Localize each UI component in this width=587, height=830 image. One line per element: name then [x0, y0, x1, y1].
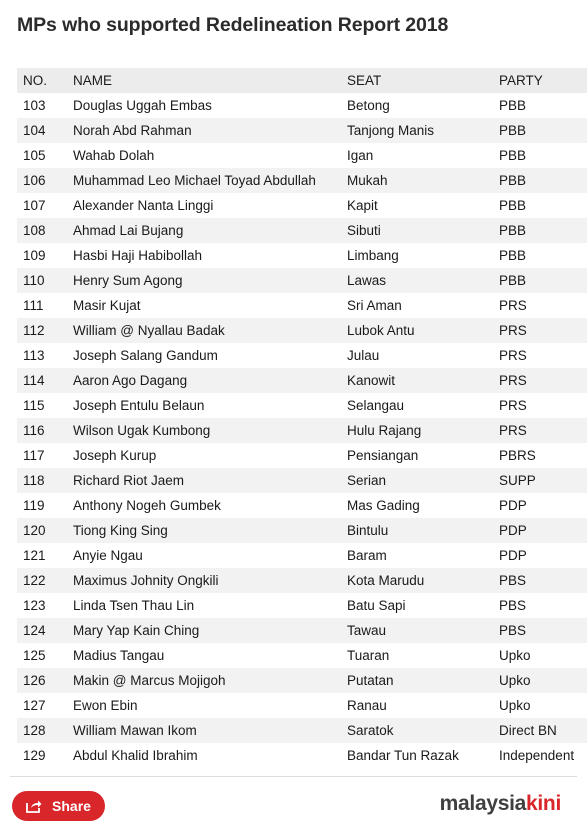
cell-no: 109 — [23, 248, 46, 263]
cell-seat: Limbang — [347, 248, 399, 263]
cell-party: PBS — [493, 568, 587, 593]
cell-party: Upko — [493, 668, 587, 693]
table-row — [17, 193, 587, 218]
cell-name: Maximus Johnity Ongkili — [67, 568, 341, 593]
cell-no: 114 — [17, 368, 67, 393]
cell-no: 128 — [17, 718, 67, 743]
table-row — [17, 718, 587, 743]
cell-name: Makin @ Marcus Mojigoh — [67, 668, 341, 693]
cell-name: Hasbi Haji Habibollah — [73, 248, 203, 263]
table-row — [17, 343, 587, 368]
cell-seat: Ranau — [347, 698, 387, 713]
cell-name: Joseph Kurup — [73, 448, 157, 463]
table-header-row — [17, 68, 587, 93]
cell-no: 125 — [23, 648, 46, 663]
cell-seat: Julau — [347, 348, 380, 363]
table-row — [17, 168, 587, 193]
cell-no: 129 — [23, 748, 46, 763]
cell-no: 107 — [23, 198, 46, 213]
cell-no: 123 — [23, 598, 46, 613]
cell-name: Anthony Nogeh Gumbek — [73, 498, 221, 513]
cell-party: PRS — [499, 298, 527, 313]
table-row — [17, 618, 587, 643]
cell-seat: Tawau — [341, 618, 493, 643]
table-row — [17, 743, 587, 768]
cell-party: PBB — [493, 118, 587, 143]
cell-name: Wilson Ugak Kumbong — [67, 418, 341, 443]
cell-name: Linda Tsen Thau Lin — [73, 598, 195, 613]
cell-seat: Bintulu — [341, 518, 493, 543]
table-row — [17, 318, 587, 343]
cell-party: PDP — [499, 548, 527, 563]
cell-seat: Kapit — [347, 198, 378, 213]
table-row — [17, 643, 587, 668]
page-title: MPs who supported Redelineation Report 2018 — [17, 14, 449, 36]
share-button[interactable] — [12, 791, 105, 821]
column-header-name: NAME — [67, 68, 341, 93]
footer-divider — [10, 776, 577, 777]
cell-name: Joseph Entulu Belaun — [73, 398, 205, 413]
cell-no: 120 — [17, 518, 67, 543]
table-row — [17, 143, 587, 168]
column-header-no: NO. — [17, 68, 67, 93]
cell-seat: Lawas — [341, 268, 493, 293]
cell-party: PDP — [499, 498, 527, 513]
cell-no: 126 — [17, 668, 67, 693]
cell-name: Madius Tangau — [73, 648, 165, 663]
cell-party: PBB — [499, 198, 527, 213]
cell-no: 106 — [17, 168, 67, 193]
cell-party: PRS — [493, 368, 587, 393]
table-row — [17, 468, 587, 493]
cell-party: PRS — [499, 398, 527, 413]
cell-party: PRS — [499, 348, 527, 363]
cell-party: Upko — [499, 698, 531, 713]
table-row — [17, 93, 587, 118]
cell-party: Direct BN — [493, 718, 587, 743]
cell-name: Abdul Khalid Ibrahim — [73, 748, 198, 763]
cell-seat: Kota Marudu — [341, 568, 493, 593]
cell-seat: Tuaran — [347, 648, 390, 663]
cell-party: PBS — [499, 598, 527, 613]
cell-name: William @ Nyallau Badak — [67, 318, 341, 343]
cell-seat: Tanjong Manis — [341, 118, 493, 143]
cell-seat: Mukah — [341, 168, 493, 193]
cell-seat: Selangau — [347, 398, 405, 413]
malaysiakini-logo — [440, 792, 561, 816]
table-body — [17, 93, 587, 768]
cell-no: 117 — [23, 448, 45, 463]
column-header-party: PARTY — [493, 68, 587, 93]
cell-name: Tiong King Sing — [67, 518, 341, 543]
table-row — [17, 443, 587, 468]
cell-name: Douglas Uggah Embas — [73, 98, 212, 113]
cell-name: William Mawan Ikom — [67, 718, 341, 743]
cell-seat: Baram — [347, 548, 387, 563]
cell-party: PBS — [493, 618, 587, 643]
cell-party: PBB — [499, 98, 527, 113]
cell-no: 118 — [17, 468, 67, 493]
cell-party: PBB — [493, 268, 587, 293]
cell-party: PRS — [493, 418, 587, 443]
cell-party: PBB — [499, 248, 527, 263]
cell-no: 116 — [17, 418, 67, 443]
cell-party: Independent — [499, 748, 575, 763]
table-row — [17, 668, 587, 693]
cell-name: Wahab Dolah — [73, 148, 155, 163]
cell-seat: Sibuti — [341, 218, 493, 243]
cell-name: Henry Sum Agong — [67, 268, 341, 293]
table-row — [17, 368, 587, 393]
cell-no: 111 — [23, 298, 44, 313]
share-icon — [26, 799, 42, 813]
cell-seat: Hulu Rajang — [341, 418, 493, 443]
column-header-seat: SEAT — [341, 68, 493, 93]
cell-seat: Kanowit — [341, 368, 493, 393]
table-row — [17, 568, 587, 593]
table-row — [17, 393, 587, 418]
cell-name: Ewon Ebin — [73, 698, 138, 713]
cell-no: 121 — [23, 548, 46, 563]
cell-seat: Bandar Tun Razak — [347, 748, 459, 763]
cell-seat: Saratok — [341, 718, 493, 743]
cell-name: Muhammad Leo Michael Toyad Abdullah — [67, 168, 341, 193]
cell-party: Upko — [499, 648, 531, 663]
cell-party: PDP — [493, 518, 587, 543]
cell-no: 105 — [23, 148, 46, 163]
cell-seat: Lubok Antu — [341, 318, 493, 343]
cell-seat: Sri Aman — [347, 298, 402, 313]
cell-no: 110 — [17, 268, 67, 293]
cell-name: Norah Abd Rahman — [67, 118, 341, 143]
table-row — [17, 243, 587, 268]
cell-no: 127 — [23, 698, 46, 713]
cell-name: Anyie Ngau — [73, 548, 143, 563]
cell-no: 115 — [23, 398, 45, 413]
cell-name: Aaron Ago Dagang — [67, 368, 341, 393]
cell-name: Mary Yap Kain Ching — [67, 618, 341, 643]
cell-no: 112 — [17, 318, 67, 343]
cell-party: PRS — [493, 318, 587, 343]
cell-party: SUPP — [493, 468, 587, 493]
logo-part-1: malaysia — [439, 792, 527, 815]
cell-seat: Serian — [341, 468, 493, 493]
mp-table — [17, 68, 587, 768]
cell-seat: Pensiangan — [347, 448, 419, 463]
cell-seat: Batu Sapi — [347, 598, 406, 613]
table-row — [17, 543, 587, 568]
cell-seat: Mas Gading — [347, 498, 420, 513]
cell-name: Masir Kujat — [73, 298, 141, 313]
logo-part-2: kini — [526, 792, 561, 815]
cell-party: PBB — [499, 148, 527, 163]
cell-name: Alexander Nanta Linggi — [73, 198, 214, 213]
cell-no: 104 — [17, 118, 67, 143]
table-row — [17, 218, 587, 243]
cell-party: PBB — [493, 168, 587, 193]
cell-no: 124 — [17, 618, 67, 643]
table-row — [17, 593, 587, 618]
cell-no: 103 — [23, 98, 46, 113]
cell-no: 113 — [23, 348, 45, 363]
cell-party: PBB — [493, 218, 587, 243]
table-row — [17, 493, 587, 518]
cell-no: 108 — [17, 218, 67, 243]
cell-party: PBRS — [499, 448, 536, 463]
cell-no: 119 — [23, 498, 45, 513]
share-label: Share — [52, 798, 91, 814]
cell-no: 122 — [17, 568, 67, 593]
cell-seat: Betong — [347, 98, 390, 113]
table-row — [17, 268, 587, 293]
table-row — [17, 293, 587, 318]
table-row — [17, 418, 587, 443]
cell-name: Richard Riot Jaem — [67, 468, 341, 493]
cell-name: Ahmad Lai Bujang — [67, 218, 341, 243]
table-row — [17, 118, 587, 143]
table-row — [17, 518, 587, 543]
table-row — [17, 693, 587, 718]
cell-seat: Igan — [347, 148, 374, 163]
cell-name: Joseph Salang Gandum — [73, 348, 218, 363]
cell-seat: Putatan — [341, 668, 493, 693]
